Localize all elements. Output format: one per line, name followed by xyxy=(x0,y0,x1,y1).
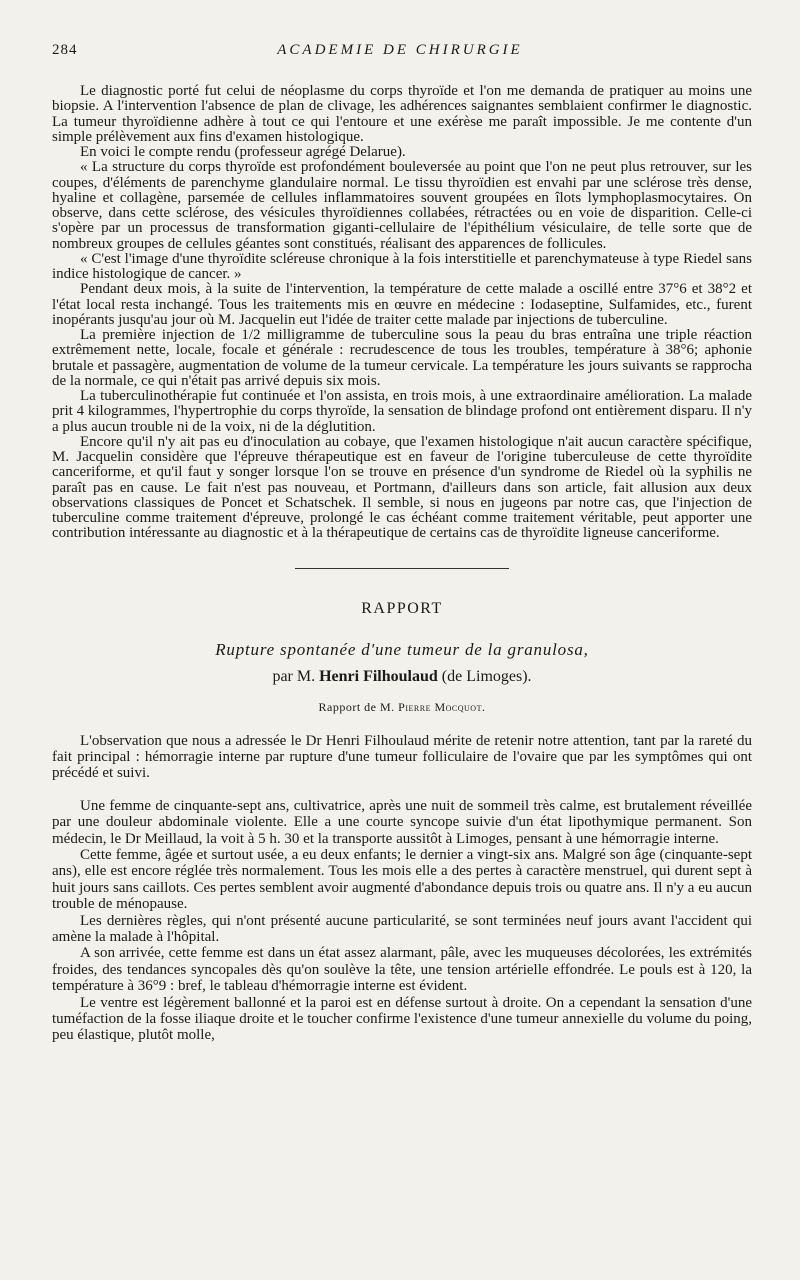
paragraph: Le diagnostic porté fut celui de néoplasme du corps thyroïde et l'on me demanda de pratiquer au moins une biopsie. A l'intervention l'absence de plan de clivage, les adhérences saignantes semblaient confirmer le diagnostic. La tumeur thyroïdienne adhère à tout ce qui l'entoure et une exérèse me paraît impossible. Je me contente d'un simple prélèvement aux fins d'examen histologique. xyxy=(52,83,752,145)
previous-article-section xyxy=(52,84,752,542)
section-heading: RAPPORT xyxy=(361,599,443,617)
paragraph: Le ventre est légèrement ballonné et la paroi est en défense surtout à droite. On a cependant la sensation d'une tuméfaction de la fosse iliaque droite et le toucher confirme l'existence d'une tumeur annexielle du volume du poing, peu élastique, plutôt molle, xyxy=(52,994,752,1044)
page-header xyxy=(52,42,748,64)
page-number: 284 xyxy=(52,42,78,58)
paragraph: L'observation que nous a adressée le Dr Henri Filhoulaud mérite de retenir notre attention, tant par la rareté du fait principal : hémorragie interne par rupture d'une tumeur folliculaire de l'ovaire que par les symptômes qui ont précédé et suivi. xyxy=(52,732,752,782)
rapporteur-line xyxy=(52,700,752,715)
report-body-section xyxy=(52,733,752,1044)
rapporteur-name: Pierre Mocquot. xyxy=(398,699,486,714)
paragraph: Cette femme, âgée et surtout usée, a eu deux enfants; le dernier a vingt-six ans. Malgré son âge (cinquante-sept ans), elle est encore réglée très normalement. Tous les mois elle a des pertes à caractère menstruel, qui durent sept à huit jours sans caillots. Ces pertes semblent avoir augmenté d'abondance depuis trois ou quatre ans. Il n'y a eu aucun trouble de ménopause. xyxy=(52,846,752,913)
paragraph: En voici le compte rendu (professeur agrégé Delarue). xyxy=(80,144,406,160)
running-head: ACADEMIE DE CHIRURGIE xyxy=(277,42,523,58)
byline-prefix: par M. xyxy=(272,667,316,685)
paragraph: Les dernières règles, qui n'ont présenté aucune particularité, se sont terminées neuf jours avant l'accident qui amène la malade à l'hôpital. xyxy=(52,912,752,945)
paragraph: « La structure du corps thyroïde est profondément bouleversée au point que l'on ne peut plus retrouver, sur les coupes, d'éléments de parenchyme glandulaire normal. Le tissu thyroïdien est envahi par une sclérose très dense, hyaline et collagène, parsemée de cellules inflammatoires souvent groupées en îlots lymphoplasmocytaires. On observe, dans cette sclérose, des vésicules thyroïdiennes collabées, rétractées ou en voie de disparition. Celle-ci s'opère par un processus de transformation giganti-cellulaire de l'épithélium vésiculaire, de telle sorte que de nombreux groupes de cellules géantes sont constitués, réalisant des apparences de follicules. xyxy=(52,159,752,252)
rapporteur-prefix: Rapport de M. xyxy=(318,699,395,714)
author-name: Henri Filhoulaud xyxy=(319,667,438,685)
section-divider xyxy=(295,568,509,569)
article-title: Rupture spontanée d'une tumeur de la granulosa, xyxy=(215,639,589,659)
paragraph: « C'est l'image d'une thyroïdite scléreuse chronique à la fois interstitielle et parenchymateuse à type Riedel sans indice histologique de cancer. » xyxy=(52,250,752,282)
byline xyxy=(52,668,752,686)
paragraph: Pendant deux mois, à la suite de l'intervention, la température de cette malade a oscillé entre 37°6 et 38°2 et l'état local resta inchangé. Tous les traitements mis en œuvre en médecine : Iodaseptine, Sulfamides, etc., furent inopérants jusqu'au jour où M. Jacquelin eut l'idée de traiter cette malade par injections de tuberculine. xyxy=(52,281,752,328)
paragraph: A son arrivée, cette femme est dans un état assez alarmant, pâle, avec les muqueuses décolorées, les extrémités froides, des tendances syncopales dès qu'on soulève la tête, une tension artérielle effondrée. Le pouls est à 120, la température à 36°9 : bref, le tableau d'hémorragie interne est évident. xyxy=(52,945,752,995)
page-body xyxy=(52,84,752,1044)
paragraph: La première injection de 1/2 milligramme de tuberculine sous la peau du bras entraîna une triple réaction extrêmement nette, locale, focale et générale : recrudescence de tous les troubles, température à 38°6; aphonie brutale et passagère, augmentation de volume de la tumeur cervicale. La température les jours suivants se rapprocha de la normale, ce qui n'était pas arrivé depuis six mois. xyxy=(52,327,752,389)
byline-suffix: (de Limoges). xyxy=(441,667,532,685)
paragraph: Encore qu'il n'y ait pas eu d'inoculation au cobaye, que l'examen histologique n'ait aucun caractère spécifique, M. Jacquelin considère que l'épreuve thérapeutique est en faveur de l'origine tuberculeuse de cette thyroïdite canceriforme, et qu'il faut y songer lorsque l'on se trouve en présence d'un syndrome de Riedel où la syphilis ne paraît pas en cause. Le fait n'est pas nouveau, et Portmann, d'ailleurs dans son article, fait allusion aux deux observations classiques de Poncet et Schatschek. Il semble, si nous en jugeons par notre cas, que l'injection de tuberculine comme traitement d'épreuve, prolongé le cas échéant comme traitement véritable, peut apporter une contribution intéressante au diagnostic et à la thérapeutique de certains cas de thyroïdite ligneuse canceriforme. xyxy=(52,433,752,542)
paragraph: La tuberculinothérapie fut continuée et l'on assista, en trois mois, à une extraordinaire amélioration. La malade prit 4 kilogrammes, l'hypertrophie du corps thyroïde, la sensation de blindage profond ont entièrement disparu. Il n'y a plus aucun trouble ni de la voix, ni de la déglutition. xyxy=(52,388,752,435)
paragraph: Une femme de cinquante-sept ans, cultivatrice, après une nuit de sommeil très calme, est brutalement réveillée par une douleur abdominale violente. Elle a une courte syncope suivie d'un état lipothymique permanent. Son médecin, le Dr Meillaud, la voit à 5 h. 30 et la transporte aussitôt à Limoges, pensant à une hémorragie interne. xyxy=(52,797,752,847)
